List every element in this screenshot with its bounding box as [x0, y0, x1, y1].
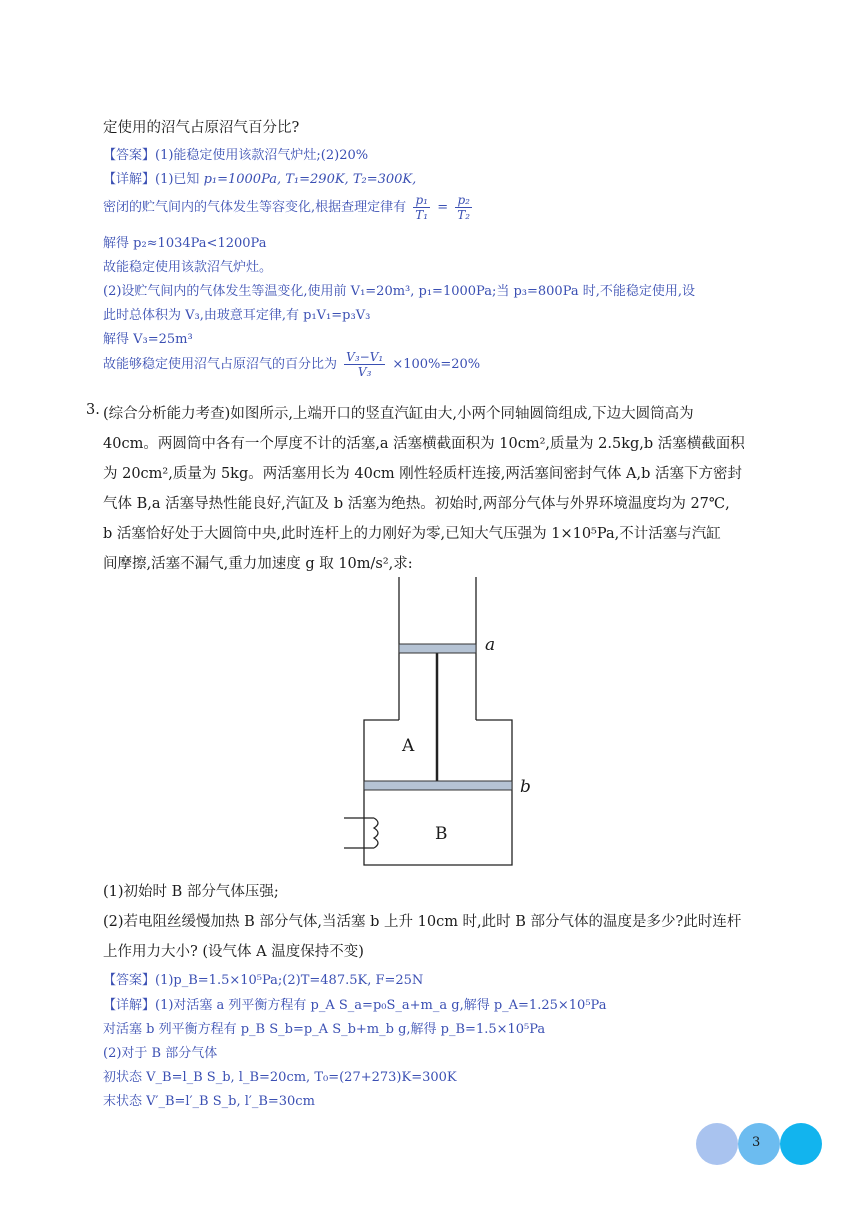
percentage-tail: ×100%=20%: [392, 357, 481, 372]
piston-b: [364, 781, 512, 790]
charles-fraction-left: [413, 193, 430, 222]
question-line-1: (综合分析能力考查)如图所示,上端开口的竖直汽缸由大,小两个同轴圆筒组成,下边大圆筒高为: [103, 406, 694, 422]
detail-head: 【详解】(1)已知: [103, 172, 200, 187]
solve-v3: 解得 V₃=25m³: [103, 332, 193, 347]
detail-3-line5: 末状态 V′_B=l′_B S_b, l′_B=30cm: [103, 1094, 315, 1109]
detail-3-line1: 【详解】(1)对活塞 a 列平衡方程有 p_A S_a=p₀S_a+m_a g,解得 p_A=1.25×10⁵Pa: [103, 998, 607, 1013]
piston-a: [399, 644, 476, 653]
given-values: p₁=1000Pa, T₁=290K, T₂=300K,: [203, 172, 417, 187]
answer-1: 【答案】(1)能稳定使用该款沼气炉灶;(2)20%: [103, 148, 369, 163]
label-gas-B: B: [435, 824, 448, 844]
isochoric-text: 密闭的贮气间内的气体发生等容变化,根据查理定律有: [103, 200, 407, 215]
answer-3: 【答案】(1)p_B=1.5×10⁵Pa;(2)T=487.5K, F=25N: [103, 973, 424, 988]
equals: =: [437, 200, 449, 215]
charles-fraction-right: [455, 193, 472, 222]
part2-line1: (2)设贮气间内的气体发生等温变化,使用前 V₁=20m³, p₁=1000Pa;当 p₃=800Pa 时,不能稳定使用,设: [103, 284, 696, 299]
page-dot-1: [696, 1123, 738, 1165]
label-a: a: [485, 635, 496, 655]
question-line-5: b 活塞恰好处于大圆筒中央,此时连杆上的力刚好为零,已知大气压强为 1×10⁵Pa,不计活塞与汽缸: [103, 526, 721, 542]
frac-den: T₁: [415, 208, 429, 222]
sub-question-2-line1: (2)若电阻丝缓慢加热 B 部分气体,当活塞 b 上升 10cm 时,此时 B 部分气体的温度是多少?此时连杆: [103, 914, 742, 930]
question-line-2: 40cm。两圆筒中各有一个厚度不计的活塞,a 活塞横截面积为 10cm²,质量为 2.5kg,b 活塞横截面积: [103, 436, 745, 452]
sub-question-1: (1)初始时 B 部分气体压强;: [103, 884, 279, 900]
label-gas-A: A: [402, 736, 415, 756]
percentage-text: 故能够稳定使用沼气占原沼气的百分比为: [103, 357, 338, 372]
sub-question-2-line2: 上作用力大小? (设气体 A 温度保持不变): [103, 944, 364, 960]
cylinder-diagram: [330, 577, 550, 867]
percentage-fraction: [344, 350, 385, 379]
conclusion-1: 故能稳定使用该款沼气炉灶。: [103, 260, 273, 275]
page-dot-3: [780, 1123, 822, 1165]
charles-law-line: [103, 193, 475, 222]
part2-line2: 此时总体积为 V₃,由玻意耳定律,有 p₁V₁=p₃V₃: [103, 308, 371, 323]
question-number: 3.: [86, 402, 100, 418]
heating-coil: [344, 818, 378, 848]
question-line-4: 气体 B,a 活塞导热性能良好,汽缸及 b 活塞为绝热。初始时,两部分气体与外界环境温度均为 27℃,: [103, 496, 730, 512]
frac-den: T₂: [457, 208, 471, 222]
detail-1-line: [103, 168, 416, 187]
frac-num: p₁: [413, 193, 430, 208]
detail-3-line2: 对活塞 b 列平衡方程有 p_B S_b=p_A S_b+m_b g,解得 p_B=1.5×10⁵Pa: [103, 1022, 546, 1037]
label-b: b: [520, 777, 531, 797]
solve-p2: 解得 p₂≈1034Pa<1200Pa: [103, 236, 267, 251]
question-line-6: 间摩擦,活塞不漏气,重力加速度 g 取 10m/s²,求:: [103, 556, 413, 572]
intro-line: 定使用的沼气占原沼气百分比?: [103, 120, 300, 136]
detail-3-line4: 初状态 V_B=l_B S_b, l_B=20cm, T₀=(27+273)K=300K: [103, 1070, 457, 1085]
page-number: 3: [752, 1135, 761, 1150]
frac-num: p₂: [455, 193, 472, 208]
frac-den: V₃: [357, 365, 372, 379]
frac-num: V₃−V₁: [346, 350, 384, 364]
percentage-line: [103, 350, 480, 379]
detail-3-line3: (2)对于 B 部分气体: [103, 1046, 218, 1061]
question-line-3: 为 20cm²,质量为 5kg。两活塞用长为 40cm 刚性轻质杆连接,两活塞间密封气体 A,b 活塞下方密封: [103, 466, 742, 482]
